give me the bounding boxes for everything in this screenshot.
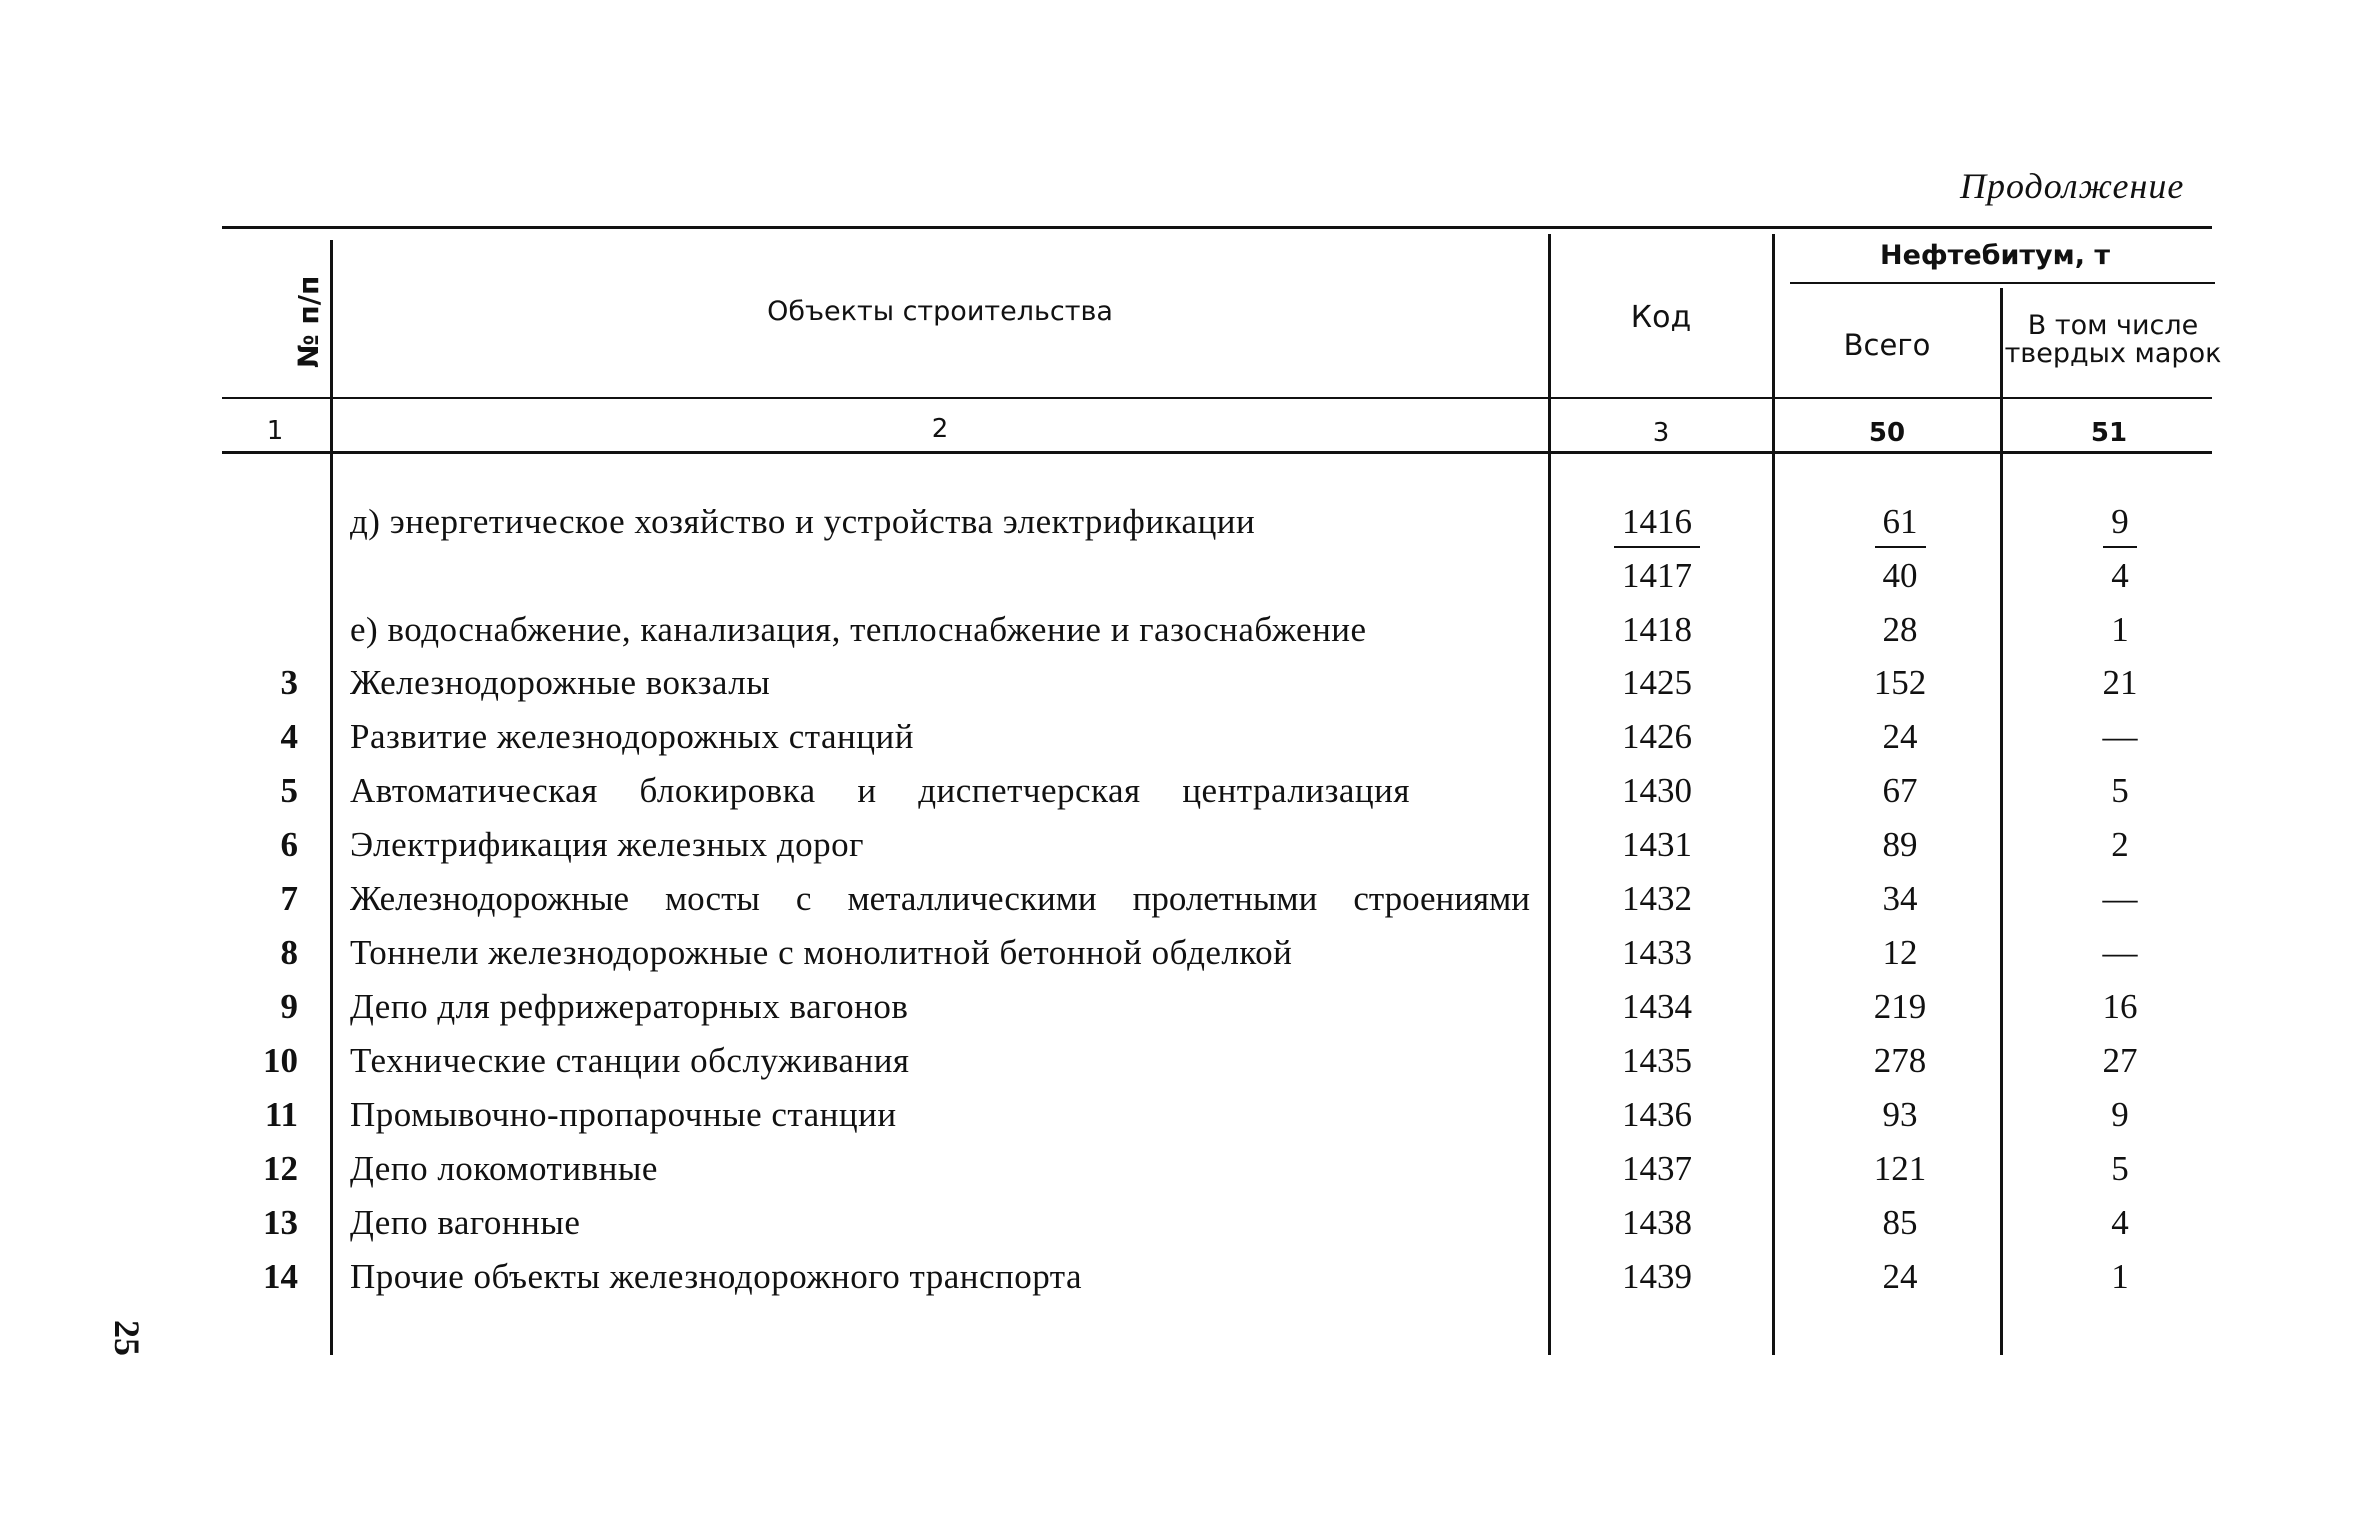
row-code: 1439 [1622, 1257, 1692, 1296]
header-bottom-rule [222, 397, 2212, 399]
row-object-name: Тоннели железнодорожные с монолитной бетонной обделкой [350, 933, 1293, 972]
table-row [0, 1149, 2362, 1203]
row-total: 85 [1882, 1203, 1918, 1242]
row-total: 40 [1882, 556, 1918, 595]
row-solid-value: 9 [2103, 502, 2137, 548]
row-solid: — [2102, 933, 2138, 972]
row-code: 1426 [1622, 717, 1692, 756]
row-total: 121 [1873, 1149, 1927, 1188]
row-solid: 1 [2111, 1257, 2129, 1296]
row-code: 1436 [1622, 1095, 1692, 1134]
row-total: 89 [1882, 825, 1918, 864]
row-code: 1437 [1622, 1149, 1692, 1188]
table-row [0, 987, 2362, 1041]
row-solid: 4 [2111, 1203, 2129, 1242]
table-row [0, 1041, 2362, 1095]
row-number: 3 [280, 663, 298, 702]
row-solid: 1 [2111, 610, 2129, 649]
row-solid: — [2102, 879, 2138, 918]
header-group-bitumen: Нефтебитум, т [1879, 240, 2111, 271]
row-total: 28 [1882, 610, 1918, 649]
row-number: 9 [280, 987, 298, 1026]
row-solid: 9 [2111, 1095, 2129, 1134]
row-number: 5 [280, 771, 298, 810]
row-code-value: 1416 [1614, 502, 1700, 548]
row-code: 1432 [1622, 879, 1692, 918]
row-total: 152 [1873, 663, 1927, 702]
row-object-name: Железнодорожные вокзалы [350, 663, 771, 702]
row-object-name: Железнодорожные мосты с металлическими пролетными строениями [350, 879, 1530, 918]
row-total: 93 [1882, 1095, 1918, 1134]
row-solid: 5 [2111, 1149, 2129, 1188]
group-header-rule [1790, 282, 2215, 284]
row-code [1552, 502, 1762, 548]
row-solid: 21 [2102, 663, 2138, 702]
table-row [0, 933, 2362, 987]
continuation-label: Продолжение [1960, 166, 2185, 206]
table-row [0, 556, 2362, 610]
row-code: 1425 [1622, 663, 1692, 702]
row-total: 219 [1873, 987, 1927, 1026]
row-object-name: Технические станции обслуживания [350, 1041, 910, 1080]
row-solid: — [2102, 717, 2138, 756]
row-code: 1417 [1622, 556, 1692, 595]
row-object-name: Депо вагонные [350, 1203, 581, 1242]
row-total: 24 [1882, 717, 1918, 756]
row-total: 12 [1882, 933, 1918, 972]
table-row [0, 771, 2362, 825]
row-number: 7 [280, 879, 298, 918]
row-solid: 27 [2102, 1041, 2138, 1080]
row-total: 67 [1882, 771, 1918, 810]
row-object-name: д) энергетическое хозяйство и устройства электрификации [350, 502, 1256, 541]
row-number: 4 [280, 717, 298, 756]
row-solid [2000, 502, 2240, 548]
row-solid: 2 [2111, 825, 2129, 864]
row-code: 1433 [1622, 933, 1692, 972]
header-solid: В том числе твердых марок [2004, 310, 2222, 370]
row-code: 1438 [1622, 1203, 1692, 1242]
colnum-2: 2 [931, 414, 949, 444]
header-total: Всего [1843, 328, 1931, 362]
row-solid: 16 [2102, 987, 2138, 1026]
colnum-51: 51 [2090, 418, 2128, 448]
page-number: 25 [107, 1320, 147, 1356]
table-row [0, 610, 2362, 664]
table-row [0, 502, 2362, 556]
table-row [0, 663, 2362, 717]
row-code: 1435 [1622, 1041, 1692, 1080]
table-row [0, 1203, 2362, 1257]
table-row [0, 825, 2362, 879]
row-object-name: Прочие объекты железнодорожного транспорта [350, 1257, 1083, 1296]
table-row [0, 879, 2362, 933]
row-object-name: е) водоснабжение, канализация, теплоснабжение и газоснабжение [350, 610, 1367, 649]
row-number: 6 [280, 825, 298, 864]
row-number: 14 [263, 1257, 298, 1296]
row-object-name: Электрификация железных дорог [350, 825, 865, 864]
row-object-name: Развитие железнодорожных станций [350, 717, 914, 756]
header-objects: Объекты строительства [767, 296, 1113, 327]
row-total: 34 [1882, 879, 1918, 918]
colnum-1: 1 [266, 416, 284, 446]
row-code: 1418 [1622, 610, 1692, 649]
row-number: 8 [280, 933, 298, 972]
header-number: № п/п [292, 275, 325, 368]
row-object-name: Промывочно-пропарочные станции [350, 1095, 897, 1134]
row-code: 1430 [1622, 771, 1692, 810]
row-number: 11 [264, 1095, 298, 1134]
row-number: 10 [263, 1041, 298, 1080]
row-total: 24 [1882, 1257, 1918, 1296]
row-code: 1434 [1622, 987, 1692, 1026]
row-number: 13 [263, 1203, 298, 1242]
row-total-value: 61 [1875, 502, 1926, 548]
row-total [1785, 502, 2015, 548]
row-code: 1431 [1622, 825, 1692, 864]
row-total: 278 [1873, 1041, 1927, 1080]
row-object-name: Автоматическая блокировка и диспетчерская централизация [350, 771, 1410, 810]
row-solid: 4 [2111, 556, 2129, 595]
row-solid: 5 [2111, 771, 2129, 810]
table-row [0, 1095, 2362, 1149]
table-row [0, 717, 2362, 771]
table-top-rule [222, 226, 2212, 229]
column-numbers-rule [222, 451, 2212, 454]
row-object-name: Депо для рефрижераторных вагонов [350, 987, 909, 1026]
table-row [0, 1257, 2362, 1311]
header-code: Код [1630, 300, 1692, 335]
colnum-3: 3 [1652, 418, 1670, 448]
row-number: 12 [263, 1149, 298, 1188]
row-object-name: Депо локомотивные [350, 1149, 658, 1188]
colnum-50: 50 [1868, 418, 1906, 448]
